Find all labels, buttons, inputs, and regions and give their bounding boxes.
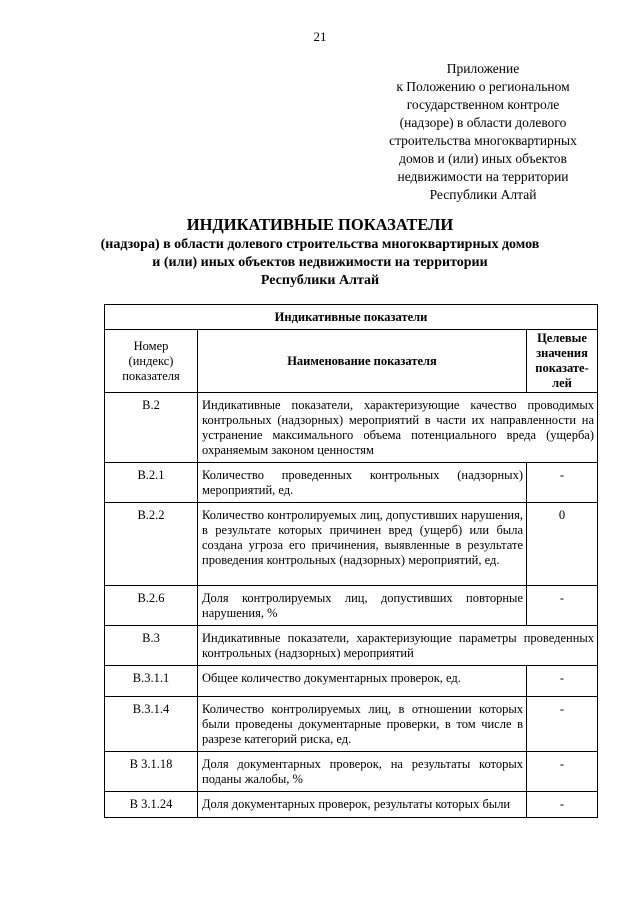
header-name: Наименование показателя [198,330,527,393]
appendix-line: домов и (или) иных объектов [399,151,567,166]
title-sub-line: (надзора) в области долевого строительства многоквартирных домов [100,237,540,252]
table-row [105,586,598,626]
table-row [105,752,598,792]
indicator-target: 0 [527,503,598,586]
header-index-line: Номер [133,338,169,353]
indicator-name: Количество контролируемых лиц, допустивших нарушения, в результате которых причинен вред (ущерб) или была создана угроза его причинения, выявленные в результате проведения контрольных (надзорных) мероприятий, ед. [198,503,527,586]
table-row [105,463,598,503]
table-row [105,503,598,586]
indicator-name: Доля документарных проверок, на результаты которых поданы жалобы, % [198,752,527,792]
table-row [105,393,598,463]
indicator-index: В 3.1.24 [105,792,198,818]
document-title [0,214,640,290]
indicator-name: Количество проведенных контрольных (надзорных) мероприятий, ед. [198,463,527,503]
indicator-target: - [527,752,598,792]
header-target-line: показате- [535,361,589,375]
table-row [105,792,598,818]
header-target-line: значения [536,346,588,360]
appendix-line: Приложение [446,61,520,76]
appendix-line: (надзоре) в области долевого [399,115,567,130]
indicator-target: - [527,586,598,626]
indicator-target: - [527,697,598,752]
indicator-target: - [527,463,598,503]
header-index-line: показателя [122,368,180,383]
appendix-line: Республики Алтай [429,187,537,202]
appendix-line: к Положению о региональном [396,79,570,94]
indicator-target: - [527,666,598,697]
indicator-index: В.3 [105,626,198,666]
indicator-name: Доля документарных проверок, результаты которых были [198,792,527,818]
appendix-line: строительства многоквартирных [389,133,577,148]
page-number: 21 [313,29,327,44]
table-row [105,626,598,666]
indicator-name: Доля контролируемых лиц, допустивших повторные нарушения, % [198,586,527,626]
header-target-line: Целевые [537,331,587,345]
appendix-line: недвижимости на территории [397,169,569,184]
indicator-index: В.2.6 [105,586,198,626]
header-target-line: лей [552,376,572,390]
indicator-index: В.3.1.4 [105,697,198,752]
header-index [105,330,198,393]
indicator-index: В.2.2 [105,503,198,586]
indicator-target: - [527,792,598,818]
table-row [105,697,598,752]
indicator-name: Индикативные показатели, характеризующие качество проводимых контрольных (надзорных) мероприятий в части их направленности на устранение максимального объема потенциального вреда (ущерба) охраняемым законом ценностям [198,393,598,463]
title-sub-line: Республики Алтай [260,273,380,288]
indicator-name: Количество контролируемых лиц, в отношении которых были проведены документарные проверки, в том числе в разрезе категорий риска, ед. [198,697,527,752]
table-row [105,666,598,697]
title-main: ИНДИКАТИВНЫЕ ПОКАЗАТЕЛИ [186,215,454,234]
appendix-note [362,60,604,204]
indicator-index: В.2.1 [105,463,198,503]
indicator-index: В 3.1.18 [105,752,198,792]
indicator-index: В.3.1.1 [105,666,198,697]
table-caption: Индикативные показатели [105,305,598,330]
table-header-row [105,330,598,393]
header-target [527,330,598,393]
indicator-name: Индикативные показатели, характеризующие параметры проведенных контрольных (надзорных) мероприятий [198,626,598,666]
indicator-index: В.2 [105,393,198,463]
appendix-line: государственном контроле [406,97,560,112]
header-index-line: (индекс) [128,353,174,368]
title-sub-line: и (или) иных объектов недвижимости на территории [152,255,488,270]
indicator-name: Общее количество документарных проверок, ед. [198,666,527,697]
table-caption-row [105,305,598,330]
indicators-table [104,304,598,818]
